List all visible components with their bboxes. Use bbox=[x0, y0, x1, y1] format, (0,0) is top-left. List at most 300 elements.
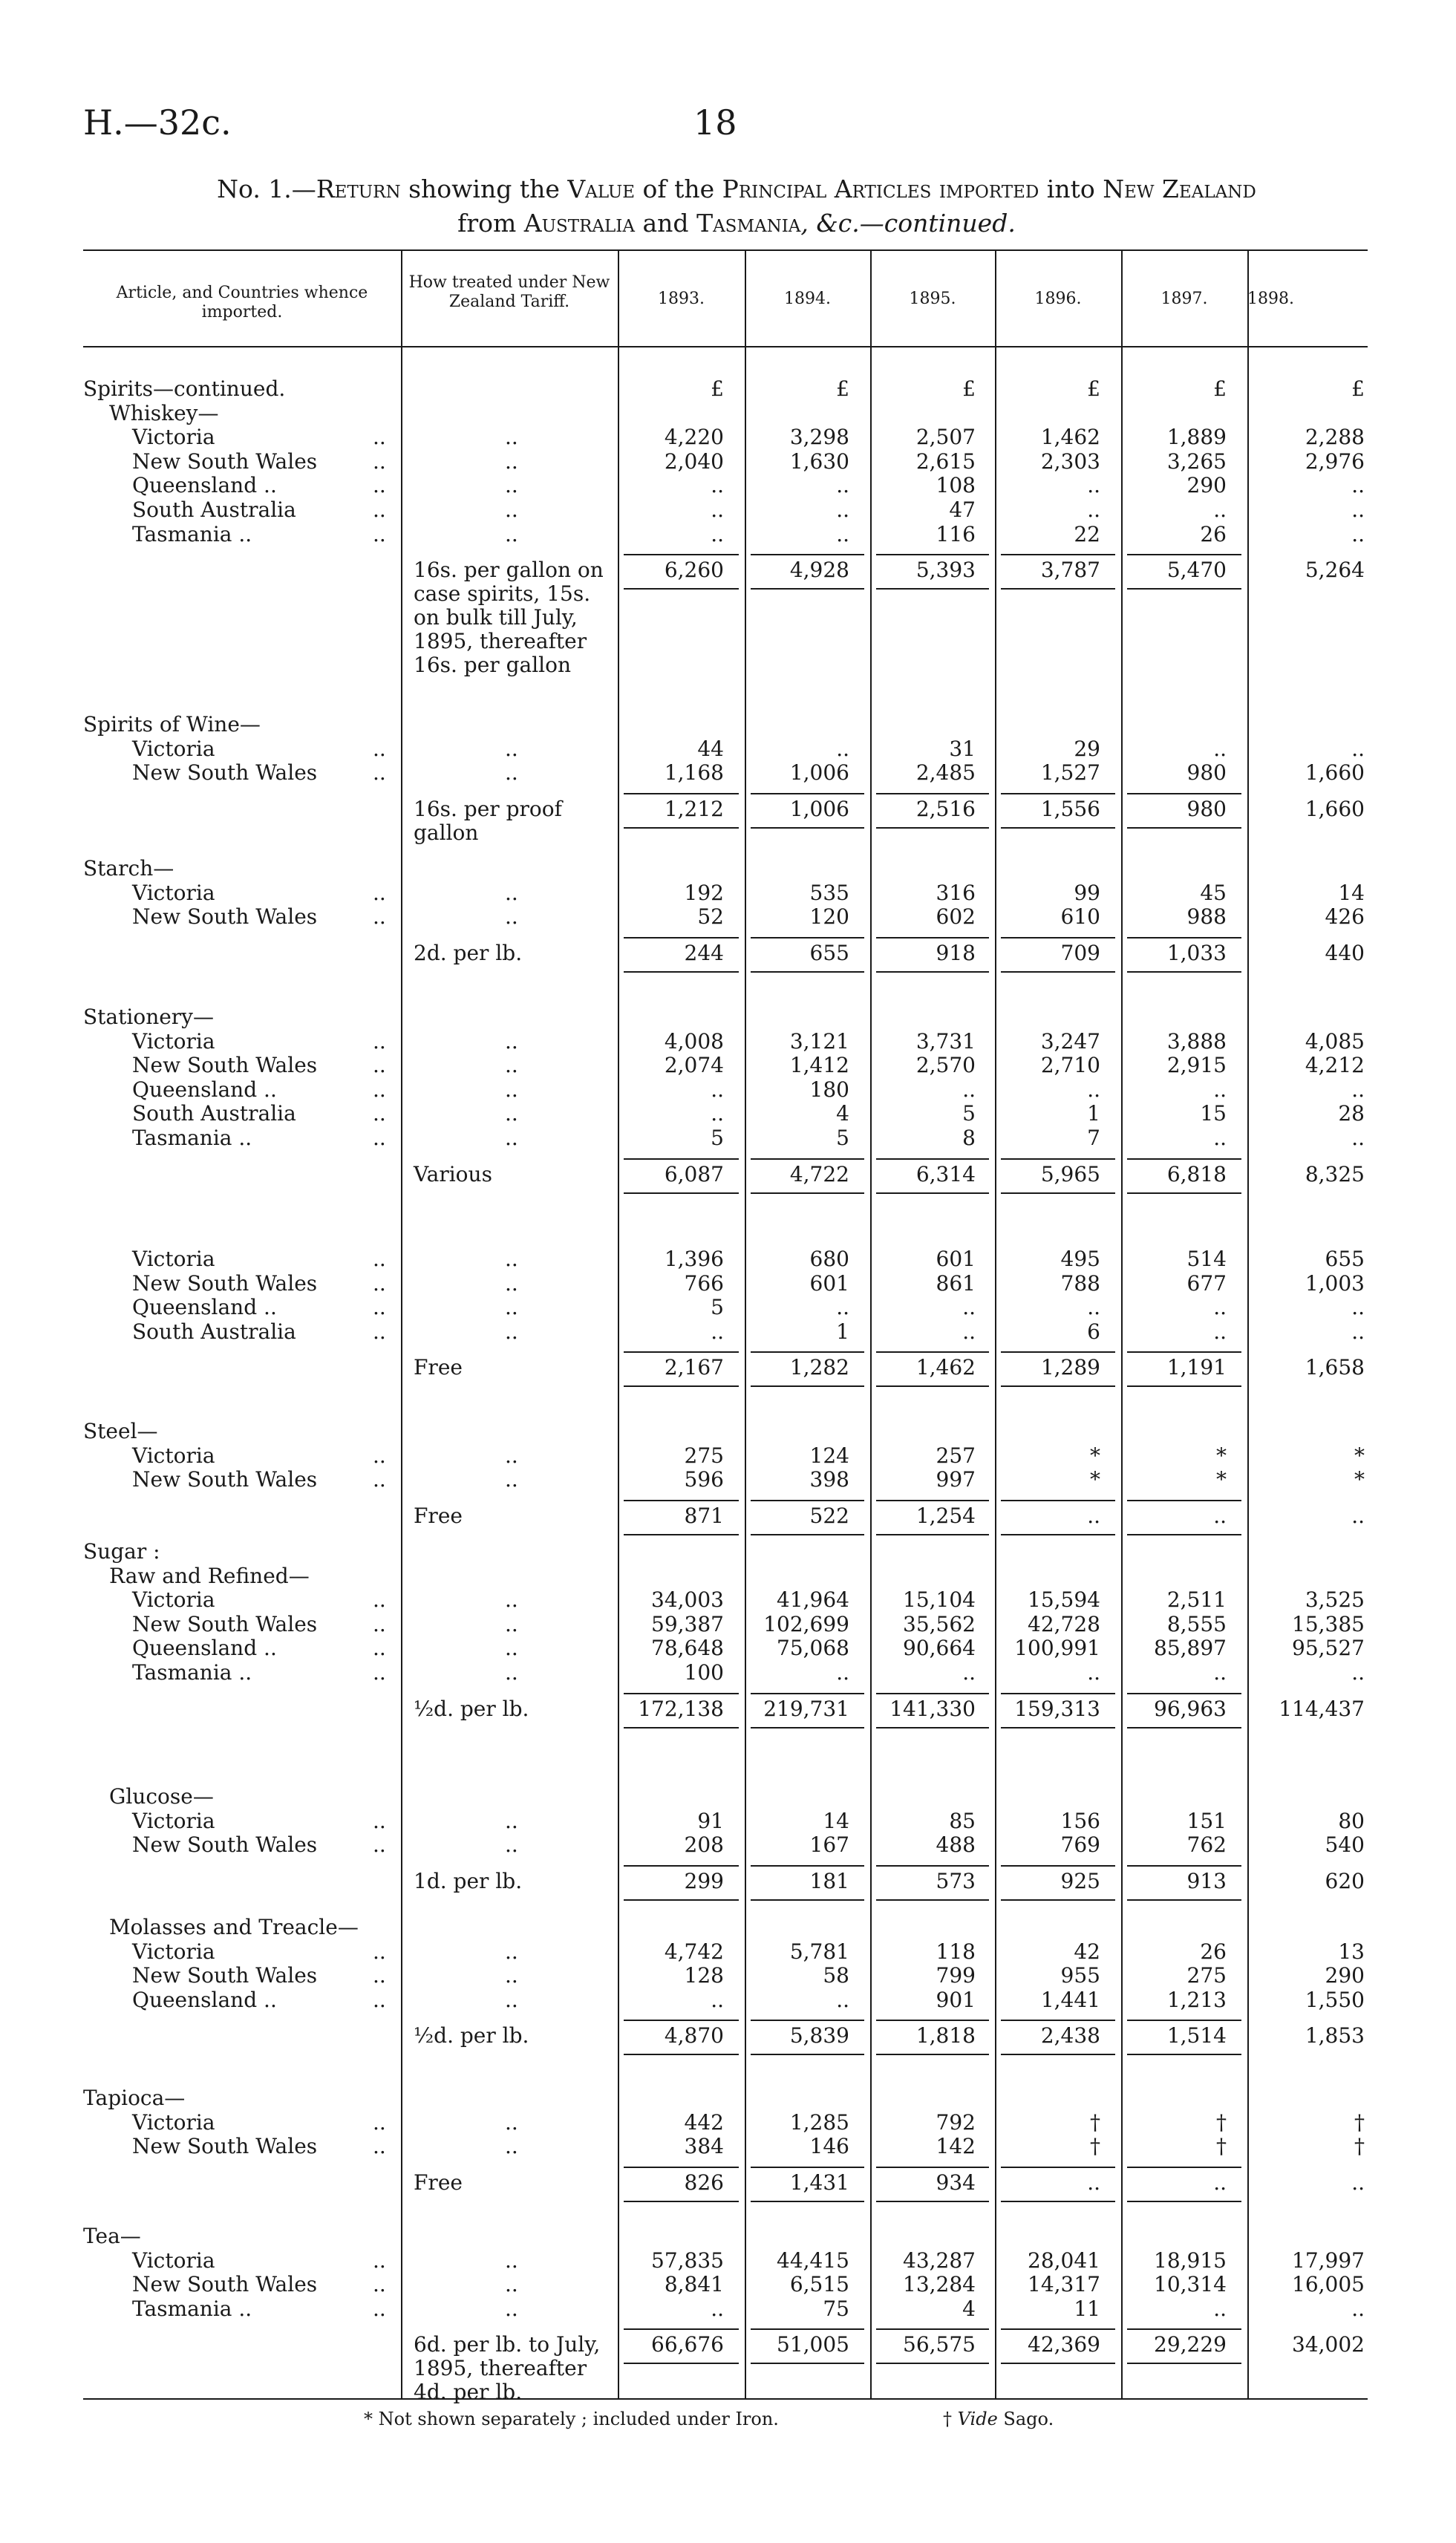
value-cell: 8,555 bbox=[1166, 1611, 1227, 1636]
value-cell: 2,485 bbox=[915, 760, 976, 786]
value-cell: .. bbox=[962, 1319, 976, 1344]
subtotal-rule-top bbox=[876, 937, 989, 938]
tariff-cell: .. bbox=[505, 1587, 518, 1613]
total-cell: 56,575 bbox=[903, 2332, 976, 2357]
value-cell: 1,213 bbox=[1166, 1987, 1227, 2012]
value-cell: 861 bbox=[936, 1270, 976, 1296]
tariff-cell: .. bbox=[505, 1295, 518, 1320]
value-cell: 680 bbox=[809, 1247, 849, 1271]
value-cell: 257 bbox=[936, 1443, 976, 1468]
value-cell: 799 bbox=[936, 1963, 976, 1988]
value-cell: .. bbox=[1351, 1077, 1365, 1102]
subtotal-rule-bottom bbox=[624, 1727, 739, 1728]
subtotal-rule-top bbox=[876, 2020, 989, 2021]
subtotal-rule-top bbox=[1127, 2167, 1241, 2168]
value-cell: .. bbox=[711, 473, 724, 498]
value-cell: .. bbox=[1351, 497, 1365, 522]
value-cell: 120 bbox=[809, 904, 849, 930]
value-cell: .. bbox=[1213, 1660, 1227, 1685]
value-cell: 384 bbox=[684, 2134, 724, 2159]
subtotal-rule-bottom bbox=[1001, 1192, 1115, 1194]
value-cell: 13 bbox=[1338, 1939, 1365, 1964]
subtotal-rule-bottom bbox=[624, 1192, 739, 1194]
subtotal-rule-top bbox=[876, 1158, 989, 1160]
subtotal-rule-top bbox=[1127, 1351, 1241, 1353]
column-header-year: 1896. bbox=[1034, 290, 1082, 308]
total-cell: .. bbox=[1087, 2170, 1100, 2195]
value-cell: .. bbox=[836, 521, 849, 546]
total-cell: 1,818 bbox=[915, 2023, 976, 2049]
subtotal-rule-top bbox=[624, 1500, 739, 1501]
value-cell: 1,412 bbox=[789, 1053, 849, 1078]
value-cell: 31 bbox=[949, 736, 976, 761]
value-cell: 15,594 bbox=[1028, 1587, 1100, 1613]
subtotal-rule-top bbox=[751, 1351, 864, 1353]
value-cell: 2,615 bbox=[915, 448, 976, 474]
group-heading: Sugar : bbox=[83, 1539, 160, 1564]
subtotal-rule-top bbox=[624, 554, 739, 555]
value-cell: 75 bbox=[823, 2296, 849, 2321]
table-top-rule bbox=[83, 249, 1368, 251]
value-cell: 495 bbox=[1060, 1247, 1100, 1271]
total-cell: 5,264 bbox=[1305, 558, 1365, 583]
value-cell: 58 bbox=[823, 1963, 849, 1988]
value-cell: 28 bbox=[1338, 1101, 1365, 1126]
subtotal-rule-bottom bbox=[751, 2201, 864, 2202]
value-cell: 2,976 bbox=[1305, 448, 1365, 474]
value-cell: 2,040 bbox=[664, 448, 724, 474]
country-label: Victoria bbox=[132, 1247, 215, 1271]
total-cell: .. bbox=[1213, 2170, 1227, 2195]
leader-dots: .. bbox=[373, 2134, 386, 2159]
total-cell: 1,212 bbox=[664, 796, 724, 821]
value-cell: 128 bbox=[684, 1963, 724, 1988]
value-cell: 3,298 bbox=[789, 425, 849, 450]
value-cell: 142 bbox=[936, 2134, 976, 2159]
value-cell: 3,121 bbox=[789, 1028, 849, 1054]
group-heading: Tapioca— bbox=[83, 2086, 186, 2110]
total-cell: 6,314 bbox=[915, 1161, 976, 1186]
subtotal-rule-top bbox=[1001, 1351, 1115, 1353]
value-cell: 514 bbox=[1186, 1247, 1227, 1271]
subtotal-rule-bottom bbox=[1127, 2363, 1241, 2364]
total-cell: 244 bbox=[684, 940, 724, 965]
subtotal-rule-top bbox=[876, 554, 989, 555]
leader-dots: .. bbox=[373, 1295, 386, 1320]
table-bottom-rule bbox=[83, 2398, 1368, 2400]
currency-symbol: £ bbox=[962, 376, 976, 401]
subtotal-rule-bottom bbox=[624, 2201, 739, 2202]
subtotal-rule-bottom bbox=[624, 971, 739, 973]
leader-dots: .. bbox=[373, 1963, 386, 1988]
country-label: Tasmania .. bbox=[132, 2296, 252, 2321]
subtotal-rule-top bbox=[751, 937, 864, 938]
total-cell: 6,087 bbox=[664, 1161, 724, 1186]
value-cell: 44,415 bbox=[777, 2247, 849, 2273]
leader-dots: .. bbox=[373, 1126, 386, 1150]
column-header-year: 1893. bbox=[658, 290, 705, 308]
subtotal-rule-bottom bbox=[624, 1385, 739, 1387]
total-cell: 5,470 bbox=[1166, 558, 1227, 583]
value-cell: 59,387 bbox=[651, 1611, 724, 1636]
total-cell: 620 bbox=[1325, 1868, 1365, 1893]
total-cell: 5,839 bbox=[789, 2023, 849, 2049]
group-heading: Starch— bbox=[83, 856, 174, 881]
country-label: Queensland .. bbox=[132, 1636, 277, 1661]
total-cell: 1,853 bbox=[1305, 2023, 1365, 2049]
value-cell: 91 bbox=[697, 1808, 724, 1833]
value-cell: 4 bbox=[836, 1101, 849, 1126]
subtotal-rule-top bbox=[876, 1351, 989, 1353]
group-heading: Glucose— bbox=[109, 1784, 214, 1809]
subtotal-rule-top bbox=[1127, 2328, 1241, 2330]
subtotal-rule-top bbox=[624, 1693, 739, 1694]
tariff-cell: .. bbox=[505, 1247, 518, 1271]
subtotal-rule-bottom bbox=[1127, 1534, 1241, 1535]
subtotal-rule-bottom bbox=[624, 2054, 739, 2055]
tariff-text: ½d. per lb. bbox=[414, 2023, 529, 2049]
country-label: New South Wales bbox=[132, 2272, 318, 2297]
value-cell: 3,265 bbox=[1166, 448, 1227, 474]
total-cell: 1,006 bbox=[789, 796, 849, 821]
subtotal-rule-bottom bbox=[876, 2054, 989, 2055]
value-cell: † bbox=[1090, 2134, 1100, 2159]
tariff-cell: .. bbox=[505, 1443, 518, 1468]
subtotal-rule-bottom bbox=[876, 1385, 989, 1387]
leader-dots: .. bbox=[373, 760, 386, 786]
value-cell: 1,630 bbox=[789, 448, 849, 474]
subtotal-rule-top bbox=[624, 1158, 739, 1160]
subtotal-rule-top bbox=[876, 2328, 989, 2330]
total-cell: 4,870 bbox=[664, 2023, 724, 2049]
leader-dots: .. bbox=[373, 1028, 386, 1054]
subtotal-rule-top bbox=[1001, 1693, 1115, 1694]
value-cell: 116 bbox=[936, 521, 976, 546]
value-cell: 3,525 bbox=[1305, 1587, 1365, 1613]
country-label: Victoria bbox=[132, 1587, 215, 1613]
value-cell: 80 bbox=[1338, 1808, 1365, 1833]
subtotal-rule-bottom bbox=[751, 1899, 864, 1901]
footnote-dagger: † Vide Sago. bbox=[943, 2409, 1054, 2429]
value-cell: 85 bbox=[949, 1808, 976, 1833]
value-cell: 997 bbox=[936, 1467, 976, 1492]
value-cell: 99 bbox=[1074, 880, 1100, 905]
value-cell: .. bbox=[836, 1660, 849, 1685]
total-cell: 3,787 bbox=[1040, 558, 1100, 583]
value-cell: .. bbox=[711, 1319, 724, 1344]
column-header-year: 1898. bbox=[1247, 290, 1294, 308]
subtotal-rule-top bbox=[1001, 2167, 1115, 2168]
subtotal-rule-top bbox=[1127, 793, 1241, 794]
value-cell: .. bbox=[1213, 1126, 1227, 1150]
value-cell: * bbox=[1090, 1467, 1100, 1492]
value-cell: 35,562 bbox=[903, 1611, 976, 1636]
value-cell: .. bbox=[1351, 473, 1365, 498]
group-subheading: Whiskey— bbox=[109, 400, 219, 425]
value-cell: 8 bbox=[962, 1126, 976, 1150]
total-cell: 871 bbox=[684, 1503, 724, 1528]
value-cell: 167 bbox=[809, 1832, 849, 1858]
total-cell: 913 bbox=[1186, 1868, 1227, 1893]
tariff-cell: .. bbox=[505, 497, 518, 522]
subtotal-rule-top bbox=[624, 2020, 739, 2021]
tariff-text: ½d. per lb. bbox=[414, 1696, 529, 1721]
country-label: Tasmania .. bbox=[132, 521, 252, 546]
tariff-cell: .. bbox=[505, 1126, 518, 1150]
total-cell: 5,965 bbox=[1040, 1161, 1100, 1186]
subtotal-rule-bottom bbox=[751, 1727, 864, 1728]
subtotal-rule-top bbox=[876, 1693, 989, 1694]
subtotal-rule-top bbox=[876, 1865, 989, 1867]
value-cell: 3,888 bbox=[1166, 1028, 1227, 1054]
value-cell: 22 bbox=[1074, 521, 1100, 546]
subtotal-rule-top bbox=[1001, 1500, 1115, 1501]
subtotal-rule-top bbox=[1001, 937, 1115, 938]
total-cell: 1,033 bbox=[1166, 940, 1227, 965]
value-cell: 75,068 bbox=[777, 1636, 849, 1661]
page-number: 18 bbox=[693, 102, 737, 143]
value-cell: 4,742 bbox=[664, 1939, 724, 1964]
value-cell: .. bbox=[711, 1077, 724, 1102]
value-cell: 610 bbox=[1060, 904, 1100, 930]
value-cell: 2,507 bbox=[915, 425, 976, 450]
total-cell: 925 bbox=[1060, 1868, 1100, 1893]
subtotal-rule-top bbox=[751, 1693, 864, 1694]
value-cell: .. bbox=[1213, 2296, 1227, 2321]
column-header-article: Article, and Countries whence imported. bbox=[116, 284, 368, 321]
value-cell: .. bbox=[1087, 497, 1100, 522]
subtotal-rule-bottom bbox=[1001, 2201, 1115, 2202]
leader-dots: .. bbox=[373, 1939, 386, 1964]
total-cell: 181 bbox=[809, 1868, 849, 1893]
subtotal-rule-top bbox=[751, 1500, 864, 1501]
value-cell: 29 bbox=[1074, 736, 1100, 761]
tariff-cell: .. bbox=[505, 1077, 518, 1102]
table-title bbox=[83, 172, 1390, 241]
value-cell: 1,168 bbox=[664, 760, 724, 786]
value-cell: 3,731 bbox=[915, 1028, 976, 1054]
total-cell: 219,731 bbox=[763, 1696, 849, 1721]
country-label: Victoria bbox=[132, 2247, 215, 2273]
value-cell: 275 bbox=[684, 1443, 724, 1468]
value-cell: 47 bbox=[949, 497, 976, 522]
total-cell: 159,313 bbox=[1014, 1696, 1100, 1721]
tariff-cell: .. bbox=[505, 2134, 518, 2159]
value-cell: .. bbox=[1213, 497, 1227, 522]
value-cell: .. bbox=[962, 1295, 976, 1320]
value-cell: 15,385 bbox=[1292, 1611, 1365, 1636]
value-cell: 146 bbox=[809, 2134, 849, 2159]
value-cell: 601 bbox=[936, 1247, 976, 1271]
value-cell: .. bbox=[1213, 1077, 1227, 1102]
total-cell: 655 bbox=[809, 940, 849, 965]
value-cell: 6,515 bbox=[789, 2272, 849, 2297]
value-cell: 2,288 bbox=[1305, 425, 1365, 450]
subtotal-rule-top bbox=[751, 1865, 864, 1867]
value-cell: .. bbox=[1087, 1077, 1100, 1102]
tariff-cell: .. bbox=[505, 1660, 518, 1685]
subtotal-rule-bottom bbox=[876, 1899, 989, 1901]
value-cell: .. bbox=[1351, 736, 1365, 761]
value-cell: 596 bbox=[684, 1467, 724, 1492]
subtotal-rule-bottom bbox=[876, 971, 989, 973]
total-cell: 522 bbox=[809, 1503, 849, 1528]
subtotal-rule-bottom bbox=[751, 971, 864, 973]
subtotal-rule-top bbox=[876, 1500, 989, 1501]
value-cell: 26 bbox=[1200, 1939, 1227, 1964]
tariff-cell: .. bbox=[505, 760, 518, 786]
leader-dots: .. bbox=[373, 2109, 386, 2135]
leader-dots: .. bbox=[373, 1077, 386, 1102]
subtotal-rule-top bbox=[1001, 2328, 1115, 2330]
total-cell: 1,556 bbox=[1040, 796, 1100, 821]
value-cell: 10,314 bbox=[1154, 2272, 1227, 2297]
value-cell: 34,003 bbox=[651, 1587, 724, 1613]
leader-dots: .. bbox=[373, 2296, 386, 2321]
value-cell: 980 bbox=[1186, 760, 1227, 786]
value-cell: 16,005 bbox=[1292, 2272, 1365, 2297]
tariff-text: 1d. per lb. bbox=[414, 1868, 523, 1893]
leader-dots: .. bbox=[373, 1587, 386, 1613]
value-cell: 4 bbox=[962, 2296, 976, 2321]
value-cell: 42 bbox=[1074, 1939, 1100, 1964]
tariff-cell: .. bbox=[505, 521, 518, 546]
value-cell: 5,781 bbox=[789, 1939, 849, 1964]
value-cell: 2,915 bbox=[1166, 1053, 1227, 1078]
column-header-year: 1895. bbox=[909, 290, 956, 308]
subtotal-rule-bottom bbox=[751, 2054, 864, 2055]
value-cell: * bbox=[1354, 1467, 1365, 1492]
value-cell: * bbox=[1216, 1443, 1227, 1468]
tariff-cell: .. bbox=[505, 448, 518, 474]
currency-symbol: £ bbox=[1087, 376, 1100, 401]
tariff-cell: .. bbox=[505, 473, 518, 498]
tariff-text: 16s. per gallon on case spirits, 15s. on bulk till July, 1895, thereafter 16s. per gallon bbox=[414, 558, 604, 678]
group-heading: Steel— bbox=[83, 1419, 158, 1443]
leader-dots: .. bbox=[373, 1053, 386, 1078]
subtotal-rule-top bbox=[624, 1865, 739, 1867]
total-cell: 1,660 bbox=[1305, 796, 1365, 821]
value-cell: 7 bbox=[1087, 1126, 1100, 1150]
total-cell: 34,002 bbox=[1292, 2332, 1365, 2357]
value-cell: 95,527 bbox=[1292, 1636, 1365, 1661]
value-cell: * bbox=[1090, 1443, 1100, 1468]
value-cell: .. bbox=[1351, 1126, 1365, 1150]
total-cell: 114,437 bbox=[1279, 1696, 1365, 1721]
total-cell: 51,005 bbox=[777, 2332, 849, 2357]
value-cell: 15,104 bbox=[903, 1587, 976, 1613]
subtotal-rule-bottom bbox=[1127, 1727, 1241, 1728]
subtotal-rule-bottom bbox=[624, 2363, 739, 2364]
subtotal-rule-top bbox=[876, 2167, 989, 2168]
document-reference: H.—32c. bbox=[83, 102, 232, 143]
total-cell: 42,369 bbox=[1028, 2332, 1100, 2357]
subtotal-rule-top bbox=[1127, 1693, 1241, 1694]
tariff-cell: .. bbox=[505, 736, 518, 761]
total-cell: 980 bbox=[1186, 796, 1227, 821]
value-cell: 4,085 bbox=[1305, 1028, 1365, 1054]
value-cell: 275 bbox=[1186, 1963, 1227, 1988]
country-label: Victoria bbox=[132, 1939, 215, 1964]
value-cell: 5 bbox=[711, 1126, 724, 1150]
tariff-cell: .. bbox=[505, 2296, 518, 2321]
value-cell: 8,841 bbox=[664, 2272, 724, 2297]
value-cell: 2,303 bbox=[1040, 448, 1100, 474]
value-cell: 762 bbox=[1186, 1832, 1227, 1858]
subtotal-rule-top bbox=[751, 2167, 864, 2168]
value-cell: 2,074 bbox=[664, 1053, 724, 1078]
total-cell: 2,516 bbox=[915, 796, 976, 821]
leader-dots: .. bbox=[373, 880, 386, 905]
leader-dots: .. bbox=[373, 1636, 386, 1661]
value-cell: 1,396 bbox=[664, 1247, 724, 1271]
column-header-year: 1894. bbox=[784, 290, 831, 308]
leader-dots: .. bbox=[373, 473, 386, 498]
tariff-cell: .. bbox=[505, 1832, 518, 1858]
total-cell: 141,330 bbox=[889, 1696, 976, 1721]
total-cell: 172,138 bbox=[638, 1696, 724, 1721]
subtotal-rule-top bbox=[1001, 554, 1115, 555]
value-cell: 4,008 bbox=[664, 1028, 724, 1054]
value-cell: † bbox=[1354, 2109, 1365, 2135]
value-cell: 102,699 bbox=[763, 1611, 849, 1636]
value-cell: 42,728 bbox=[1028, 1611, 1100, 1636]
tariff-text: 16s. per proof gallon bbox=[414, 796, 562, 845]
country-label: New South Wales bbox=[132, 1467, 318, 1492]
subtotal-rule-bottom bbox=[1001, 971, 1115, 973]
value-cell: 2,710 bbox=[1040, 1053, 1100, 1078]
country-label: Victoria bbox=[132, 880, 215, 905]
group-heading: Spirits of Wine— bbox=[83, 712, 261, 737]
country-label: Victoria bbox=[132, 425, 215, 450]
subtotal-rule-bottom bbox=[1001, 827, 1115, 829]
value-cell: 1,006 bbox=[789, 760, 849, 786]
leader-dots: .. bbox=[373, 1987, 386, 2012]
value-cell: 792 bbox=[936, 2109, 976, 2135]
subtotal-rule-bottom bbox=[751, 588, 864, 590]
tariff-cell: .. bbox=[505, 1611, 518, 1636]
subtotal-rule-top bbox=[751, 1158, 864, 1160]
subtotal-rule-bottom bbox=[751, 2363, 864, 2364]
value-cell: .. bbox=[836, 736, 849, 761]
value-cell: 442 bbox=[684, 2109, 724, 2135]
value-cell: 14 bbox=[1338, 880, 1365, 905]
value-cell: 901 bbox=[936, 1987, 976, 2012]
value-cell: 1 bbox=[836, 1319, 849, 1344]
value-cell: 124 bbox=[809, 1443, 849, 1468]
country-label: South Australia bbox=[132, 497, 296, 522]
value-cell: .. bbox=[711, 497, 724, 522]
tariff-cell: .. bbox=[505, 2247, 518, 2273]
value-cell: 1,003 bbox=[1305, 1270, 1365, 1296]
subtotal-rule-top bbox=[1127, 937, 1241, 938]
value-cell: .. bbox=[1213, 1295, 1227, 1320]
group-heading: Spirits—continued. bbox=[83, 376, 286, 401]
tariff-cell: .. bbox=[505, 1987, 518, 2012]
currency-symbol: £ bbox=[711, 376, 724, 401]
country-label: New South Wales bbox=[132, 2134, 318, 2159]
total-cell: 6,818 bbox=[1166, 1161, 1227, 1186]
subtotal-rule-top bbox=[751, 554, 864, 555]
country-label: New South Wales bbox=[132, 448, 318, 474]
value-cell: 13,284 bbox=[903, 2272, 976, 2297]
total-cell: 1,658 bbox=[1305, 1355, 1365, 1380]
tariff-cell: .. bbox=[505, 1053, 518, 1078]
value-cell: 151 bbox=[1186, 1808, 1227, 1833]
value-cell: 602 bbox=[936, 904, 976, 930]
country-label: New South Wales bbox=[132, 904, 318, 930]
value-cell: .. bbox=[711, 2296, 724, 2321]
